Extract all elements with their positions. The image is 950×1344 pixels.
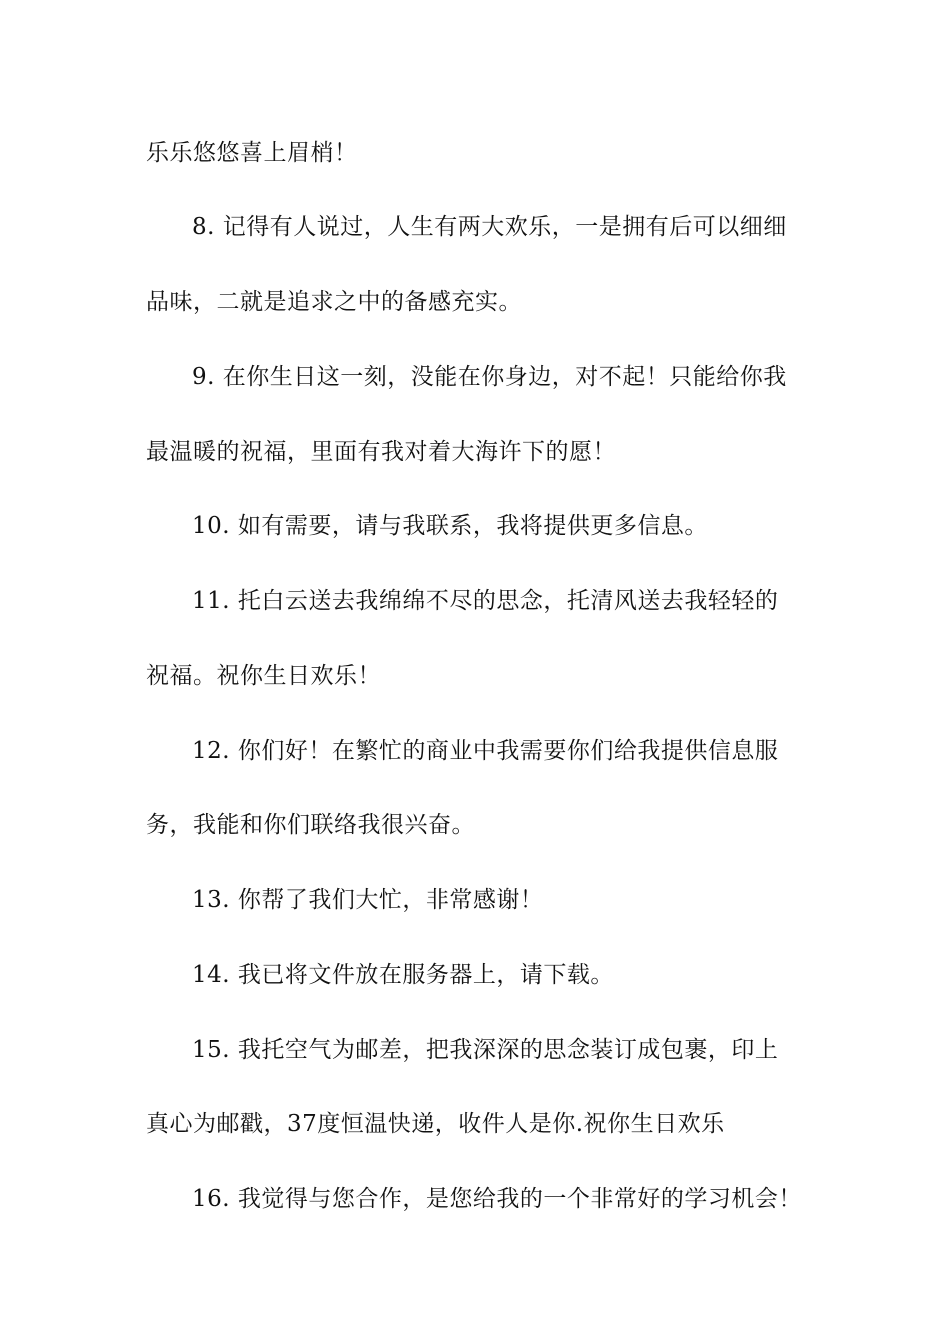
text-line-8: 祝福。祝你生日欢乐！: [146, 663, 381, 689]
text-line-9: 12. 你们好！在繁忙的商业中我需要你们给我提供信息服: [192, 738, 779, 764]
text-line-5: 最温暖的祝福，里面有我对着大海许下的愿！: [146, 439, 616, 465]
text-line-11: 13. 你帮了我们大忙，非常感谢！: [192, 887, 544, 913]
text-line-14: 真心为邮戳，37度恒温快递，收件人是你.祝你生日欢乐: [146, 1111, 725, 1137]
text-line-13: 15. 我托空气为邮差，把我深深的思念装订成包裹，印上: [192, 1037, 779, 1063]
text-line-4: 9. 在你生日这一刻，没能在你身边，对不起！只能给你我: [192, 364, 787, 390]
text-line-1: 乐乐悠悠喜上眉梢！: [146, 140, 358, 166]
text-line-2: 8. 记得有人说过，人生有两大欢乐，一是拥有后可以细细: [192, 214, 787, 240]
text-line-3: 品味，二就是追求之中的备感充实。: [146, 289, 522, 315]
text-line-6: 10. 如有需要，请与我联系，我将提供更多信息。: [192, 513, 708, 539]
text-line-15: 16. 我觉得与您合作，是您给我的一个非常好的学习机会！: [192, 1186, 802, 1212]
text-line-7: 11. 托白云送去我绵绵不尽的思念，托清风送去我轻轻的: [192, 588, 779, 614]
text-line-12: 14. 我已将文件放在服务器上，请下载。: [192, 962, 614, 988]
text-line-10: 务，我能和你们联络我很兴奋。: [146, 812, 475, 838]
